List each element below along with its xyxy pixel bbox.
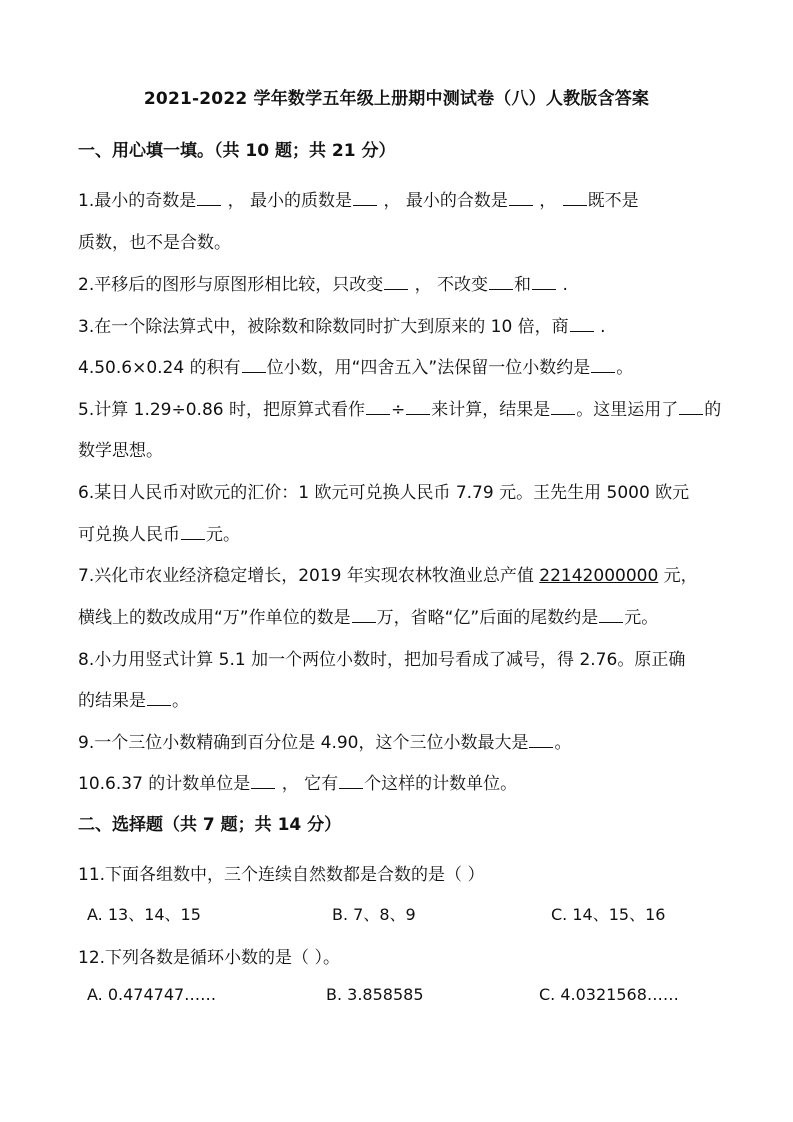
question-12-stem: 12.下列各数是循环小数的是（ ）。 (78, 948, 340, 968)
option-c[interactable]: C. 14、15、16 (551, 905, 666, 924)
question-1-line-2: 质数，也不是合数。 (78, 233, 231, 253)
answer-blank[interactable] (599, 607, 623, 623)
question-12-options (78, 985, 718, 1007)
option-a[interactable]: A. 0.474747…… (87, 985, 217, 1004)
answer-blank[interactable] (242, 357, 266, 373)
answer-blank[interactable] (532, 274, 556, 290)
q2-text-b: ， 不改变 (409, 275, 489, 295)
answer-blank[interactable] (406, 399, 430, 415)
answer-blank[interactable] (352, 607, 376, 623)
answer-blank[interactable] (197, 190, 221, 206)
q2-text-d: . (557, 275, 568, 295)
q5-text-a: 5.计算 1.29÷0.86 时，把原算式看作 (78, 400, 365, 420)
answer-blank[interactable] (353, 190, 377, 206)
q5-text-e: 的 (704, 400, 722, 420)
question-5-line-2: 数学思想。 (78, 441, 163, 461)
question-7-line-2 (78, 603, 728, 628)
question-8-line-1: 8.小力用竖式计算 5.1 加一个两位小数时，把加号看成了减号，得 2.76。原正确 (78, 650, 686, 670)
q7-text-e: 元。 (624, 608, 659, 628)
q6-text-b: 可兑换人民币 (78, 525, 180, 545)
q7-text-b: 元， (658, 566, 698, 586)
answer-blank[interactable] (366, 399, 390, 415)
question-9 (78, 728, 728, 753)
q4-text-c: 。 (616, 358, 634, 378)
q7-text-d: 万，省略“亿”后面的尾数约是 (376, 608, 599, 628)
answer-blank[interactable] (339, 773, 363, 789)
q2-text-c: 和 (514, 275, 532, 295)
q1-text-b: ， 最小的质数是 (222, 191, 353, 211)
answer-blank[interactable] (591, 357, 615, 373)
q5-text-c: 来计算，结果是 (431, 400, 551, 420)
question-10 (78, 769, 728, 794)
question-6-line-1: 6.某日人民币对欧元的汇价：1 欧元可兑换人民币 7.79 元。王先生用 5000 欧元 (78, 483, 690, 503)
option-a[interactable]: A. 13、14、15 (87, 905, 201, 924)
q10-text-a: 10.6.37 的计数单位是 (78, 774, 251, 794)
question-5-line-1 (78, 395, 728, 420)
q6-text-c: 元。 (206, 525, 240, 545)
q10-text-b: ， 它有 (276, 774, 339, 794)
q7-text-c: 横线上的数改成用“万”作单位的数是 (78, 608, 351, 628)
question-2 (78, 270, 728, 295)
question-6-line-2 (78, 520, 728, 545)
answer-blank[interactable] (181, 524, 205, 540)
q5-text-d: 。这里运用了 (576, 400, 679, 420)
q7-text-a: 7.兴化市农业经济稳定增长，2019 年实现农林牧渔业总产值 (78, 566, 540, 586)
q9-text-b: 。 (554, 733, 572, 753)
answer-blank[interactable] (563, 190, 587, 206)
question-11-stem: 11.下面各组数中，三个连续自然数都是合数的是（ ） (78, 865, 485, 885)
q1-text-c: ， 最小的合数是 (378, 191, 508, 211)
question-3 (78, 312, 728, 337)
page-title: 2021-2022 学年数学五年级上册期中测试卷（八）人教版含答案 (143, 89, 650, 109)
answer-blank[interactable] (509, 190, 533, 206)
question-8-line-2 (78, 686, 728, 711)
q4-text-a: 4.50.6×0.24 的积有 (78, 358, 241, 378)
answer-blank[interactable] (384, 274, 408, 290)
q1-text-a: 1.最小的奇数是 (78, 191, 197, 211)
q1-text-e: 既不是 (587, 191, 639, 211)
q1-text-d: ， (533, 191, 562, 211)
section-fill-in-heading: 一、用心填一填。（共 10 题；共 21 分） (78, 141, 396, 161)
question-1-line-1 (78, 186, 728, 211)
answer-blank[interactable] (147, 690, 171, 706)
option-b[interactable]: B. 3.858585 (326, 985, 424, 1004)
answer-blank[interactable] (679, 399, 703, 415)
answer-blank[interactable] (551, 399, 575, 415)
q4-text-b: 位小数，用“四舍五入”法保留一位小数约是 (266, 358, 591, 378)
option-b[interactable]: B. 7、8、9 (332, 905, 416, 924)
question-7-line-1 (78, 561, 728, 586)
q5-text-b: ÷ (390, 400, 406, 420)
q3-text-b: . (594, 317, 606, 337)
q3-text-a: 3.在一个除法算式中，被除数和除数同时扩大到原来的 10 倍，商 (78, 317, 569, 337)
question-4 (78, 353, 728, 378)
answer-blank[interactable] (251, 773, 275, 789)
answer-blank[interactable] (529, 732, 553, 748)
answer-blank[interactable] (489, 274, 513, 290)
question-11-options (78, 902, 718, 924)
q2-text-a: 2.平移后的图形与原图形相比较，只改变 (78, 275, 384, 295)
q8-text-b: 的结果是 (78, 691, 146, 711)
section-choice-heading: 二、选择题（共 7 题；共 14 分） (78, 815, 342, 835)
q10-text-c: 个这样的计数单位。 (364, 774, 518, 794)
q9-text-a: 9.一个三位小数精确到百分位是 4.90，这个三位小数最大是 (78, 733, 529, 753)
option-c[interactable]: C. 4.0321568…… (539, 985, 679, 1004)
q7-underlined-number: 22142000000 (539, 566, 659, 586)
q8-text-c: 。 (172, 691, 189, 711)
answer-blank[interactable] (570, 316, 594, 332)
